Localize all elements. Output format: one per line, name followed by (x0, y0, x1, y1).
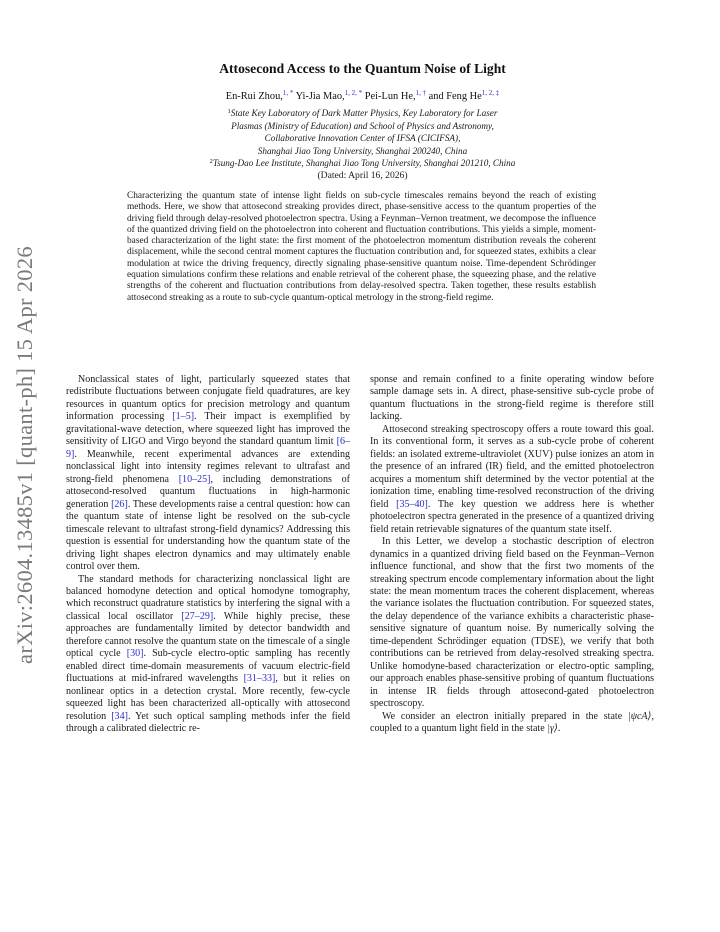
paragraph: In this Letter, we develop a stochastic description of electron dynamics in a quantized driving field based on the Feynman–Vernon influence functional, and show that the first two moments of the streaking spectrum encode complementary information about the light state: the mean momentum traces the coherent displacement, whereas the variance isolates the fluctuation contribution. For squeezed states, the delay dependence of the variance exhibits a characteristic phase-sensitive signature of quantum noise. By numerically solving the time-dependent Schrödinger equation (TDSE), we verify that both contributions can be retrieved from delay-resolved streaking spectra. Unlike homodyne-based characterization or electro-optic sampling, our approach enables phase-sensitive probing of quantum fluctuations in intense IR fields through attosecond-gated photoelectron spectroscopy. (370, 536, 654, 710)
affiliation-1-line-4: Shanghai Jiao Tong University, Shanghai 200240, China (257, 145, 468, 156)
paragraph-text: , but it relies on nonlinear optics in a detection crystal. More recently, few-cycle squeezed light has been characterized all-optically with attosecond resolution (66, 673, 350, 722)
paragraph: sponse and remain confined to a finite operating window before sample damage sets in. A direct, phase-sensitive sub-cycle probe of quantum fluctuations in the strong-field regime is therefore still lacking. (370, 374, 654, 423)
affiliation-1-text: State Key Laboratory of Dark Matter Physics, Key Laboratory for Laser (230, 108, 498, 118)
paragraph-text: , coupled to a quantum light field in the state (370, 710, 654, 735)
author-list (80, 91, 645, 102)
affiliation-1-line-3: Collaborative Innovation Center of IFSA (CICIFSA), (264, 133, 461, 144)
math-ket-light-state: |γ⟩ (547, 723, 558, 735)
paragraph (370, 424, 654, 536)
paragraph-text: . The key question we address here is whether photoelectron spectra generated in the presence of a quantized driving field retain retrievable signatures of the quantum state itself. (370, 498, 654, 535)
citation-link[interactable]: [34] (111, 710, 128, 722)
citation-link[interactable]: [6–9] (66, 436, 350, 460)
citation-link[interactable]: [10–25] (178, 473, 211, 485)
paragraph-text: . Yet such optical sampling methods infer the field through a calibrated dielectric re- (66, 710, 350, 735)
paragraph (370, 711, 654, 736)
arxiv-identifier-stamp (4, 245, 46, 665)
author-name: and Feng He (428, 91, 482, 102)
citation-link[interactable]: [1–5] (172, 411, 195, 423)
dated-line: (Dated: April 16, 2026) (317, 170, 408, 181)
paragraph (66, 374, 350, 574)
paragraph-text: . Meanwhile, recent experimental advances are extending nonclassical light into intensity regimes relevant to ultrafast and strong-field phenomena (66, 448, 350, 485)
paragraph-text: . Sub-cycle electro-optic sampling has recently enabled direct time-domain measurements of vacuum electric-field fluctuations at mid-infrared wavelengths (66, 648, 350, 685)
affiliation-2-mark: 2 (209, 158, 213, 166)
affiliation-1-line-2: Plasmas (Ministry of Education) and School of Physics and Astronomy, (231, 120, 494, 131)
paragraph-text: Nonclassical states of light, particularly squeezed states that redistribute fluctuations between conjugate field quadratures, are key resources in quantum optics for precision metrology and quantum information processing (66, 374, 350, 423)
affiliations (80, 107, 645, 170)
citation-link[interactable]: [30] (126, 648, 144, 660)
paragraph-text: . These developments raise a central question: how can the quantum state of intense light be resolved on the sub-cycle timescale relevant to ultrafast strong-field dynamics? Addressing this question is essential for understanding how the quantum state of the driving light shapes electron dynamics and may ultimately enable control over them. (66, 498, 350, 573)
author-name: Yi-Jia Mao, (295, 91, 345, 102)
author-affiliation-mark[interactable]: 1, † (415, 89, 427, 97)
affiliation-2-line-1 (80, 157, 645, 170)
math-ket-electron-state: |ψcA⟩ (627, 710, 652, 722)
body-column-left (66, 374, 350, 736)
citation-link[interactable]: [35–40] (396, 498, 428, 510)
citation-link[interactable]: [31–33] (243, 673, 276, 685)
author-affiliation-mark[interactable]: 1, 2, ‡ (481, 89, 500, 97)
paragraph-text: Attosecond streaking spectroscopy offers a route toward this goal. In its conventional form, it serves as a sub-cycle probe of coherent fields: an isolated extreme-ultraviolet (XUV) pulse ionizes an atom in the presence of an infrared (IR) field, and the emitted photoelectron acquires a momentum shift determined by the vector potential at the ionization time, enabling time-resolved reconstruction of the driving field (370, 423, 654, 510)
paragraph-text: . While highly precise, these approaches are fundamentally limited by detector bandwidth and therefore cannot resolve the quantum state on the timescale of a single optical cycle (66, 610, 350, 660)
affiliation-1-line-1 (80, 107, 645, 120)
author-affiliation-mark[interactable]: 1, * (282, 89, 294, 97)
arxiv-stamp-text: arXiv:2604.13485v1 [quant-ph] 15 Apr 2026 (12, 246, 37, 664)
affiliation-1-mark: 1 (227, 108, 231, 115)
paragraph (66, 574, 350, 736)
paper-title: Attosecond Access to the Quantum Noise of Light (219, 61, 506, 76)
author-name: En-Rui Zhou, (225, 91, 283, 102)
abstract: Characterizing the quantum state of intense light fields on sub-cycle timescales remains beyond the reach of existing methods. Here, we show that attosecond streaking provides direct, phase-sensitive access to the quantum properties of the driving field through delay-resolved photoelectron spectra. Using a Feynman–Vernon treatment, we decompose the influence of the quantized driving field on the photoelectron into coherent and fluctuation contributions. This yields a simple, moment-based characterization of the light state: the first moment of the photoelectron momentum distribution reveals the coherent displacement, while the second central moment captures the fluctuation contribution and, for squeezed states, exhibits a clear modulation at twice the driving frequency, directly signaling phase-sensitive quantum noise. Time-dependent Schrödinger equation simulations confirm these relations and enable retrieval of the coherent phase, the squeezing phase, and the relative strengths of the coherent and fluctuation contributions from delay-resolved spectra. Taken together, these results establish attosecond streaking as a route to sub-cycle quantum-optical metrology in the strong-field regime. (127, 191, 596, 303)
paragraph-text: , including demonstrations of attosecond-resolved quantum fluctuations in high-harmonic generation (66, 473, 350, 510)
body-column-right (370, 374, 654, 736)
paragraph-text: The standard methods for characterizing nonclassical light are balanced homodyne detection and optical homodyne tomography, which reconstruct quadrature statistics by interfering the signal with a classical local oscillator (66, 573, 350, 622)
paragraph-text: . (557, 723, 561, 735)
paragraph-text: . Their impact is exemplified by gravitational-wave detection, where squeezed light has improved the sensitivity of LIGO and Virgo beyond the standard quantum limit (66, 411, 350, 448)
author-name: Pei-Lun He, (364, 91, 416, 102)
affiliation-2-text: Tsung-Dao Lee Institute, Shanghai Jiao Tong University, Shanghai 201210, China (212, 158, 516, 169)
citation-link[interactable]: [27–29] (181, 610, 214, 622)
citation-link[interactable]: [26] (111, 498, 128, 510)
author-affiliation-mark[interactable]: 1, 2, * (344, 89, 363, 97)
paragraph-text: We consider an electron initially prepared in the state (382, 710, 628, 722)
